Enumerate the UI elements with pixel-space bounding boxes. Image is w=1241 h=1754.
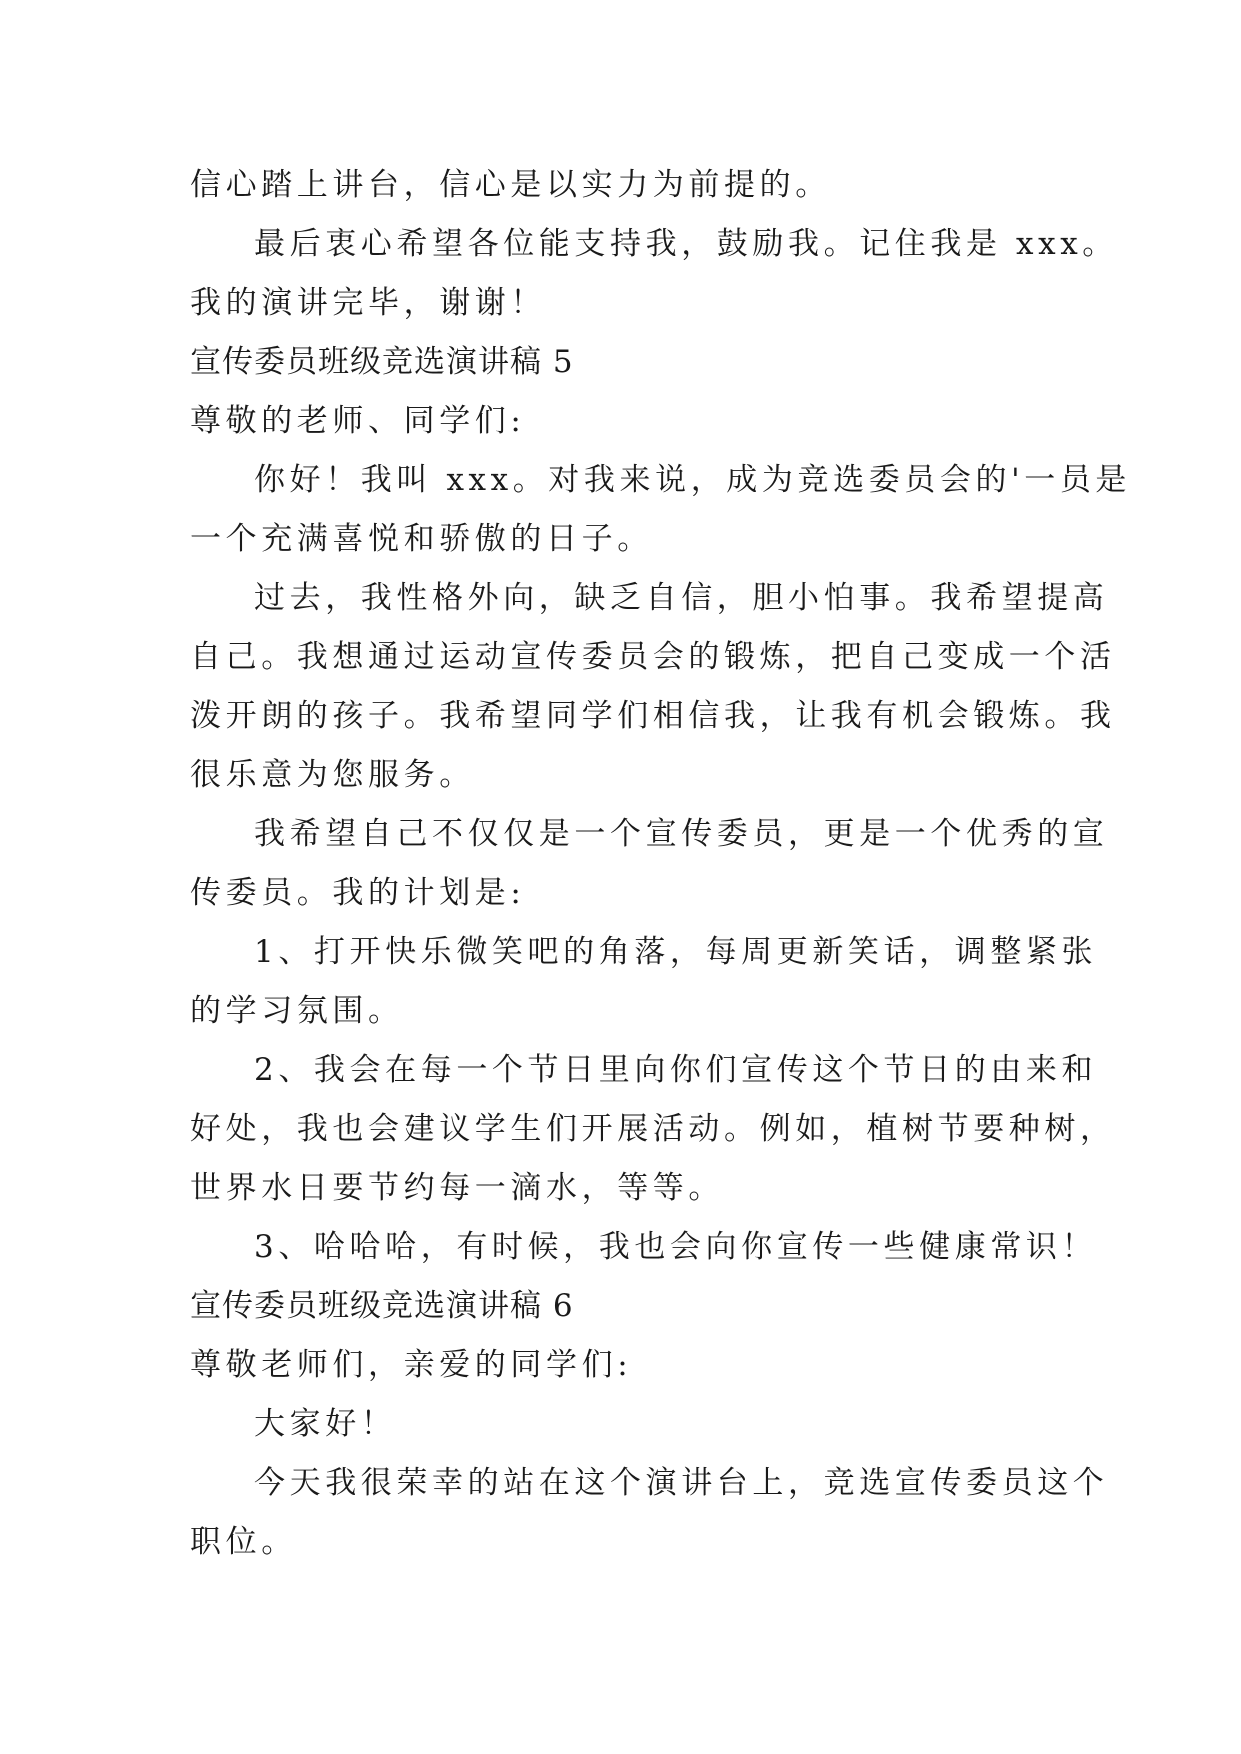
- list-item-line: 1、打开快乐微笑吧的角落，每周更新笑话，调整紧张: [254, 934, 1098, 970]
- greeting-line: 大家好！: [254, 1406, 397, 1442]
- list-item-line: 好处，我也会建议学生们开展活动。例如，植树节要种树，: [190, 1111, 1116, 1147]
- list-item-line: 的学习氛围。: [190, 993, 404, 1029]
- salutation-line: 尊敬的老师、同学们:: [190, 403, 526, 439]
- paragraph-line: 传委员。我的计划是:: [190, 875, 526, 911]
- paragraph-line: 信心踏上讲台，信心是以实力为前提的。: [190, 167, 831, 203]
- list-item-line: 世界水日要节约每一滴水，等等。: [190, 1170, 724, 1206]
- paragraph-line: 很乐意为您服务。: [190, 757, 475, 793]
- section-heading: 宣传委员班级竞选演讲稿 5: [190, 344, 574, 380]
- paragraph-line: 泼开朗的孩子。我希望同学们相信我，让我有机会锻炼。我: [190, 698, 1116, 734]
- paragraph-line: 今天我很荣幸的站在这个演讲台上，竞选宣传委员这个: [254, 1465, 1109, 1501]
- paragraph-line: 最后衷心希望各位能支持我，鼓励我。记住我是 xxx。: [254, 226, 1118, 262]
- document-body: [190, 156, 1132, 1572]
- salutation-line: 尊敬老师们，亲爱的同学们:: [190, 1347, 633, 1383]
- paragraph-line: 一个充满喜悦和骄傲的日子。: [190, 521, 653, 557]
- paragraph-line: 职位。: [190, 1524, 297, 1560]
- paragraph-line: 我希望自己不仅仅是一个宣传委员，更是一个优秀的宣: [254, 816, 1109, 852]
- section-heading: 宣传委员班级竞选演讲稿 6: [190, 1288, 574, 1324]
- paragraph-line: 你好！我叫 xxx。对我来说，成为竞选委员会的'一员是: [254, 462, 1132, 498]
- list-item-line: 3、哈哈哈，有时候，我也会向你宣传一些健康常识！: [254, 1229, 1098, 1265]
- paragraph-line: 自己。我想通过运动宣传委员会的锻炼，把自己变成一个活: [190, 639, 1116, 675]
- paragraph-line: 我的演讲完毕，谢谢！: [190, 285, 546, 321]
- paragraph-line: 过去，我性格外向，缺乏自信，胆小怕事。我希望提高: [254, 580, 1109, 616]
- list-item-line: 2、我会在每一个节日里向你们宣传这个节日的由来和: [254, 1052, 1098, 1088]
